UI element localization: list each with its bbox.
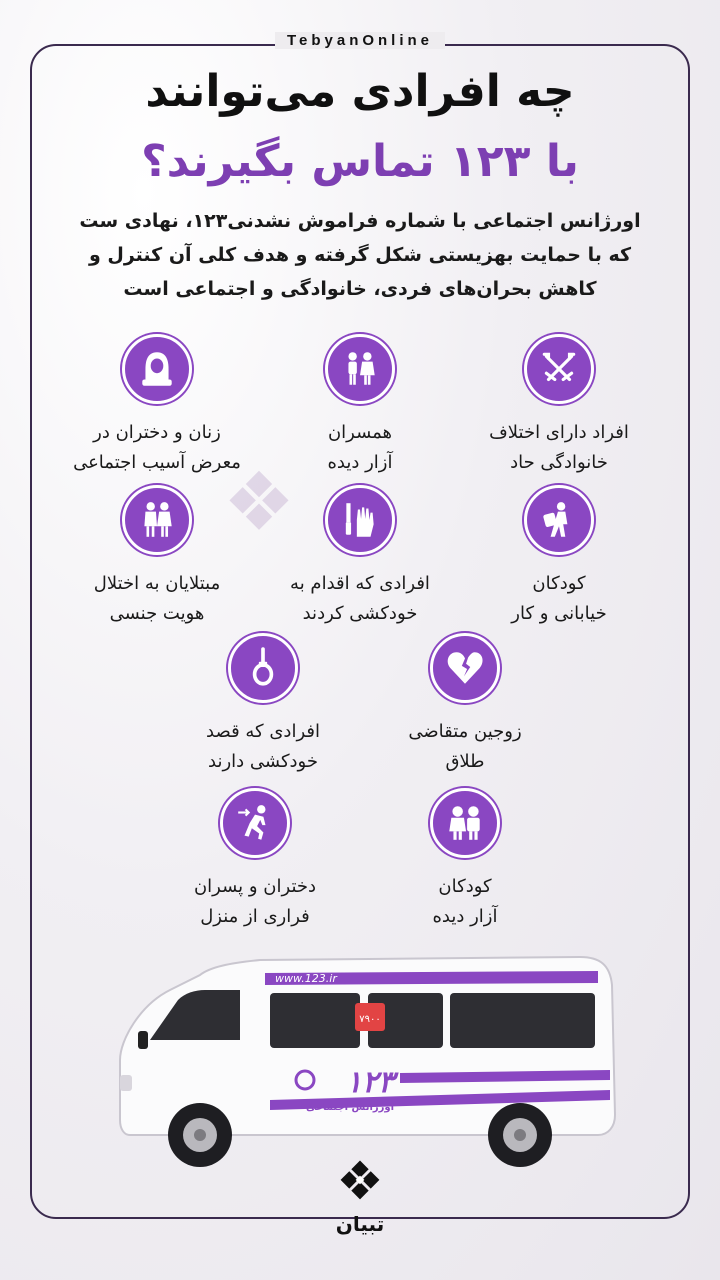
category-suicide-attempted: [260, 485, 460, 629]
couple-icon: [325, 334, 395, 404]
category-divorce: [365, 633, 565, 777]
tebyan-logo: [325, 1160, 395, 1236]
gender-identity-icon: [122, 485, 192, 555]
intro-line: که با حمایت بهزیستی شکل گرفته و هدف کلی آن کنترل و: [88, 244, 632, 266]
social-emergency-van: [100, 945, 620, 1185]
knife-hand-icon: [325, 485, 395, 555]
category-label: زوجین متقاضی طلاق: [408, 721, 522, 772]
category-label: افرادی که اقدام به خودکشی کردند: [290, 573, 430, 624]
tebyan-logo-icon: [337, 1160, 383, 1206]
category-abused-children: [365, 788, 565, 932]
category-label: کودکان خیابانی و کار: [511, 573, 607, 624]
category-label: افرادی که قصد خودکشی دارند: [206, 721, 320, 772]
van-number: ۱۲۳: [345, 1065, 395, 1100]
category-runaway: [155, 788, 355, 932]
brand-header: [0, 30, 720, 49]
category-label: دختران و پسران فراری از منزل: [193, 876, 317, 927]
category-women-at-risk: [57, 334, 257, 478]
child-carrying-icon: [524, 485, 594, 555]
noose-icon: [228, 633, 298, 703]
category-gender-identity: [57, 485, 257, 629]
category-label: افراد دارای اختلاف خانوادگی حاد: [489, 422, 629, 473]
intro-line: اورژانس اجتماعی با شماره فراموش نشدنی۱۲۳، نهادی ست: [79, 210, 641, 232]
broken-heart-icon: [430, 633, 500, 703]
running-person-icon: [220, 788, 290, 858]
van-url: www.123.ir: [275, 972, 337, 985]
crossed-swords-icon: [524, 334, 594, 404]
title-line-1: چه افرادی می‌توانند: [145, 66, 575, 117]
category-street-children: [459, 485, 659, 629]
logo-text: تبیان: [335, 1212, 385, 1236]
category-label: همسران آزار دیده: [327, 422, 393, 473]
intro-line: کاهش بحران‌های فردی، خانوادگی و اجتماعی است: [123, 278, 597, 300]
van-org: اورژانس اجتماعی: [305, 1102, 395, 1113]
category-label: کودکان آزار دیده: [432, 876, 498, 927]
category-abused-spouses: [260, 334, 460, 478]
van-plate: ۷۹۰۰: [359, 1014, 381, 1025]
category-label: زنان و دختران در معرض آسیب اجتماعی: [73, 422, 241, 473]
intro-paragraph: [60, 204, 660, 306]
children-icon: [430, 788, 500, 858]
category-suicide-intent: [163, 633, 363, 777]
woman-hijab-icon: [122, 334, 192, 404]
category-label: مبتلایان به اختلال هویت جنسی: [93, 573, 221, 624]
brand-top-label: TebyanOnline: [275, 32, 445, 49]
category-family-conflict: [459, 334, 659, 478]
title-line-2: با ۱۲۳ تماس بگیرند؟: [141, 136, 579, 187]
